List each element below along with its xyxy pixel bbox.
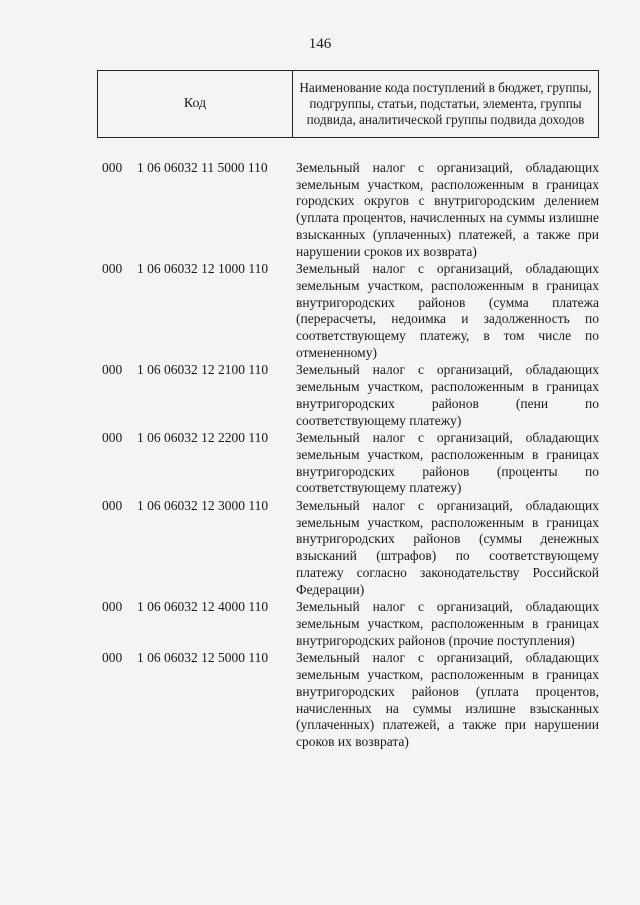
page-number: 146 bbox=[308, 36, 332, 52]
income-name: Земельный налог с организаций, обладающих земельным участком, расположенным в границах внутригородских районов (пени по соответствующему платежу) bbox=[296, 362, 599, 428]
admin-code: 000 bbox=[102, 362, 123, 378]
admin-code: 000 bbox=[102, 430, 123, 446]
table-row bbox=[0, 599, 640, 649]
table-row bbox=[0, 430, 640, 497]
income-name: Земельный налог с организаций, обладающих земельным участком, расположенным в границах городских округов с внутригородским делением (уплата процентов, начисленных на суммы излишне взысканных (уплаченных) платежей, а также при нарушении сроков их возврата) bbox=[296, 160, 599, 259]
income-name: Земельный налог с организаций, обладающих земельным участком, расположенным в границах внутригородских районов (прочие поступления) bbox=[296, 599, 599, 648]
header-name-cell: Наименование кода поступлений в бюджет, группы, подгруппы, статьи, подстатьи, элемента, группы подвида, аналитической группы подвида доходов bbox=[299, 80, 592, 127]
admin-code: 000 bbox=[102, 650, 123, 666]
admin-code: 000 bbox=[102, 261, 123, 277]
table-row bbox=[0, 160, 640, 260]
income-code: 1 06 06032 12 5000 110 bbox=[137, 650, 269, 666]
income-name: Земельный налог с организаций, обладающих земельным участком, расположенным в границах внутригородских районов (сумма платежа (перерасчеты, недоимка и задолженность по соответствующему платежу, в том числе по отмененному) bbox=[296, 261, 599, 360]
income-code: 1 06 06032 12 4000 110 bbox=[137, 599, 269, 615]
income-name: Земельный налог с организаций, обладающих земельным участком, расположенным в границах внутригородских районов (уплата процентов, начисленных на суммы излишне взысканных (уплаченных) платежей, а также при нарушении сроков их возврата) bbox=[296, 650, 599, 749]
income-name: Земельный налог с организаций, обладающих земельным участком, расположенным в границах внутригородских районов (проценты по соответствующему платежу) bbox=[296, 430, 599, 496]
table-header bbox=[97, 70, 599, 138]
table-row bbox=[0, 261, 640, 361]
income-code: 1 06 06032 12 1000 110 bbox=[137, 261, 269, 277]
admin-code: 000 bbox=[102, 160, 123, 175]
income-code: 1 06 06032 12 2200 110 bbox=[137, 430, 269, 446]
header-code-cell: Код bbox=[98, 71, 293, 137]
income-code: 1 06 06032 11 5000 110 bbox=[137, 160, 268, 175]
table-row bbox=[0, 650, 640, 750]
income-name: Земельный налог с организаций, обладающих земельным участком, расположенным в границах внутригородских районов (суммы денежных взысканий (штрафов) по соответствующему платежу согласно законодательству Российской Федерации) bbox=[296, 498, 599, 597]
admin-code: 000 bbox=[102, 498, 123, 514]
income-code: 1 06 06032 12 2100 110 bbox=[137, 362, 269, 378]
income-code: 1 06 06032 12 3000 110 bbox=[137, 498, 269, 514]
table-row bbox=[0, 498, 640, 598]
table-row bbox=[0, 362, 640, 429]
admin-code: 000 bbox=[102, 599, 123, 615]
table-body bbox=[0, 160, 640, 752]
